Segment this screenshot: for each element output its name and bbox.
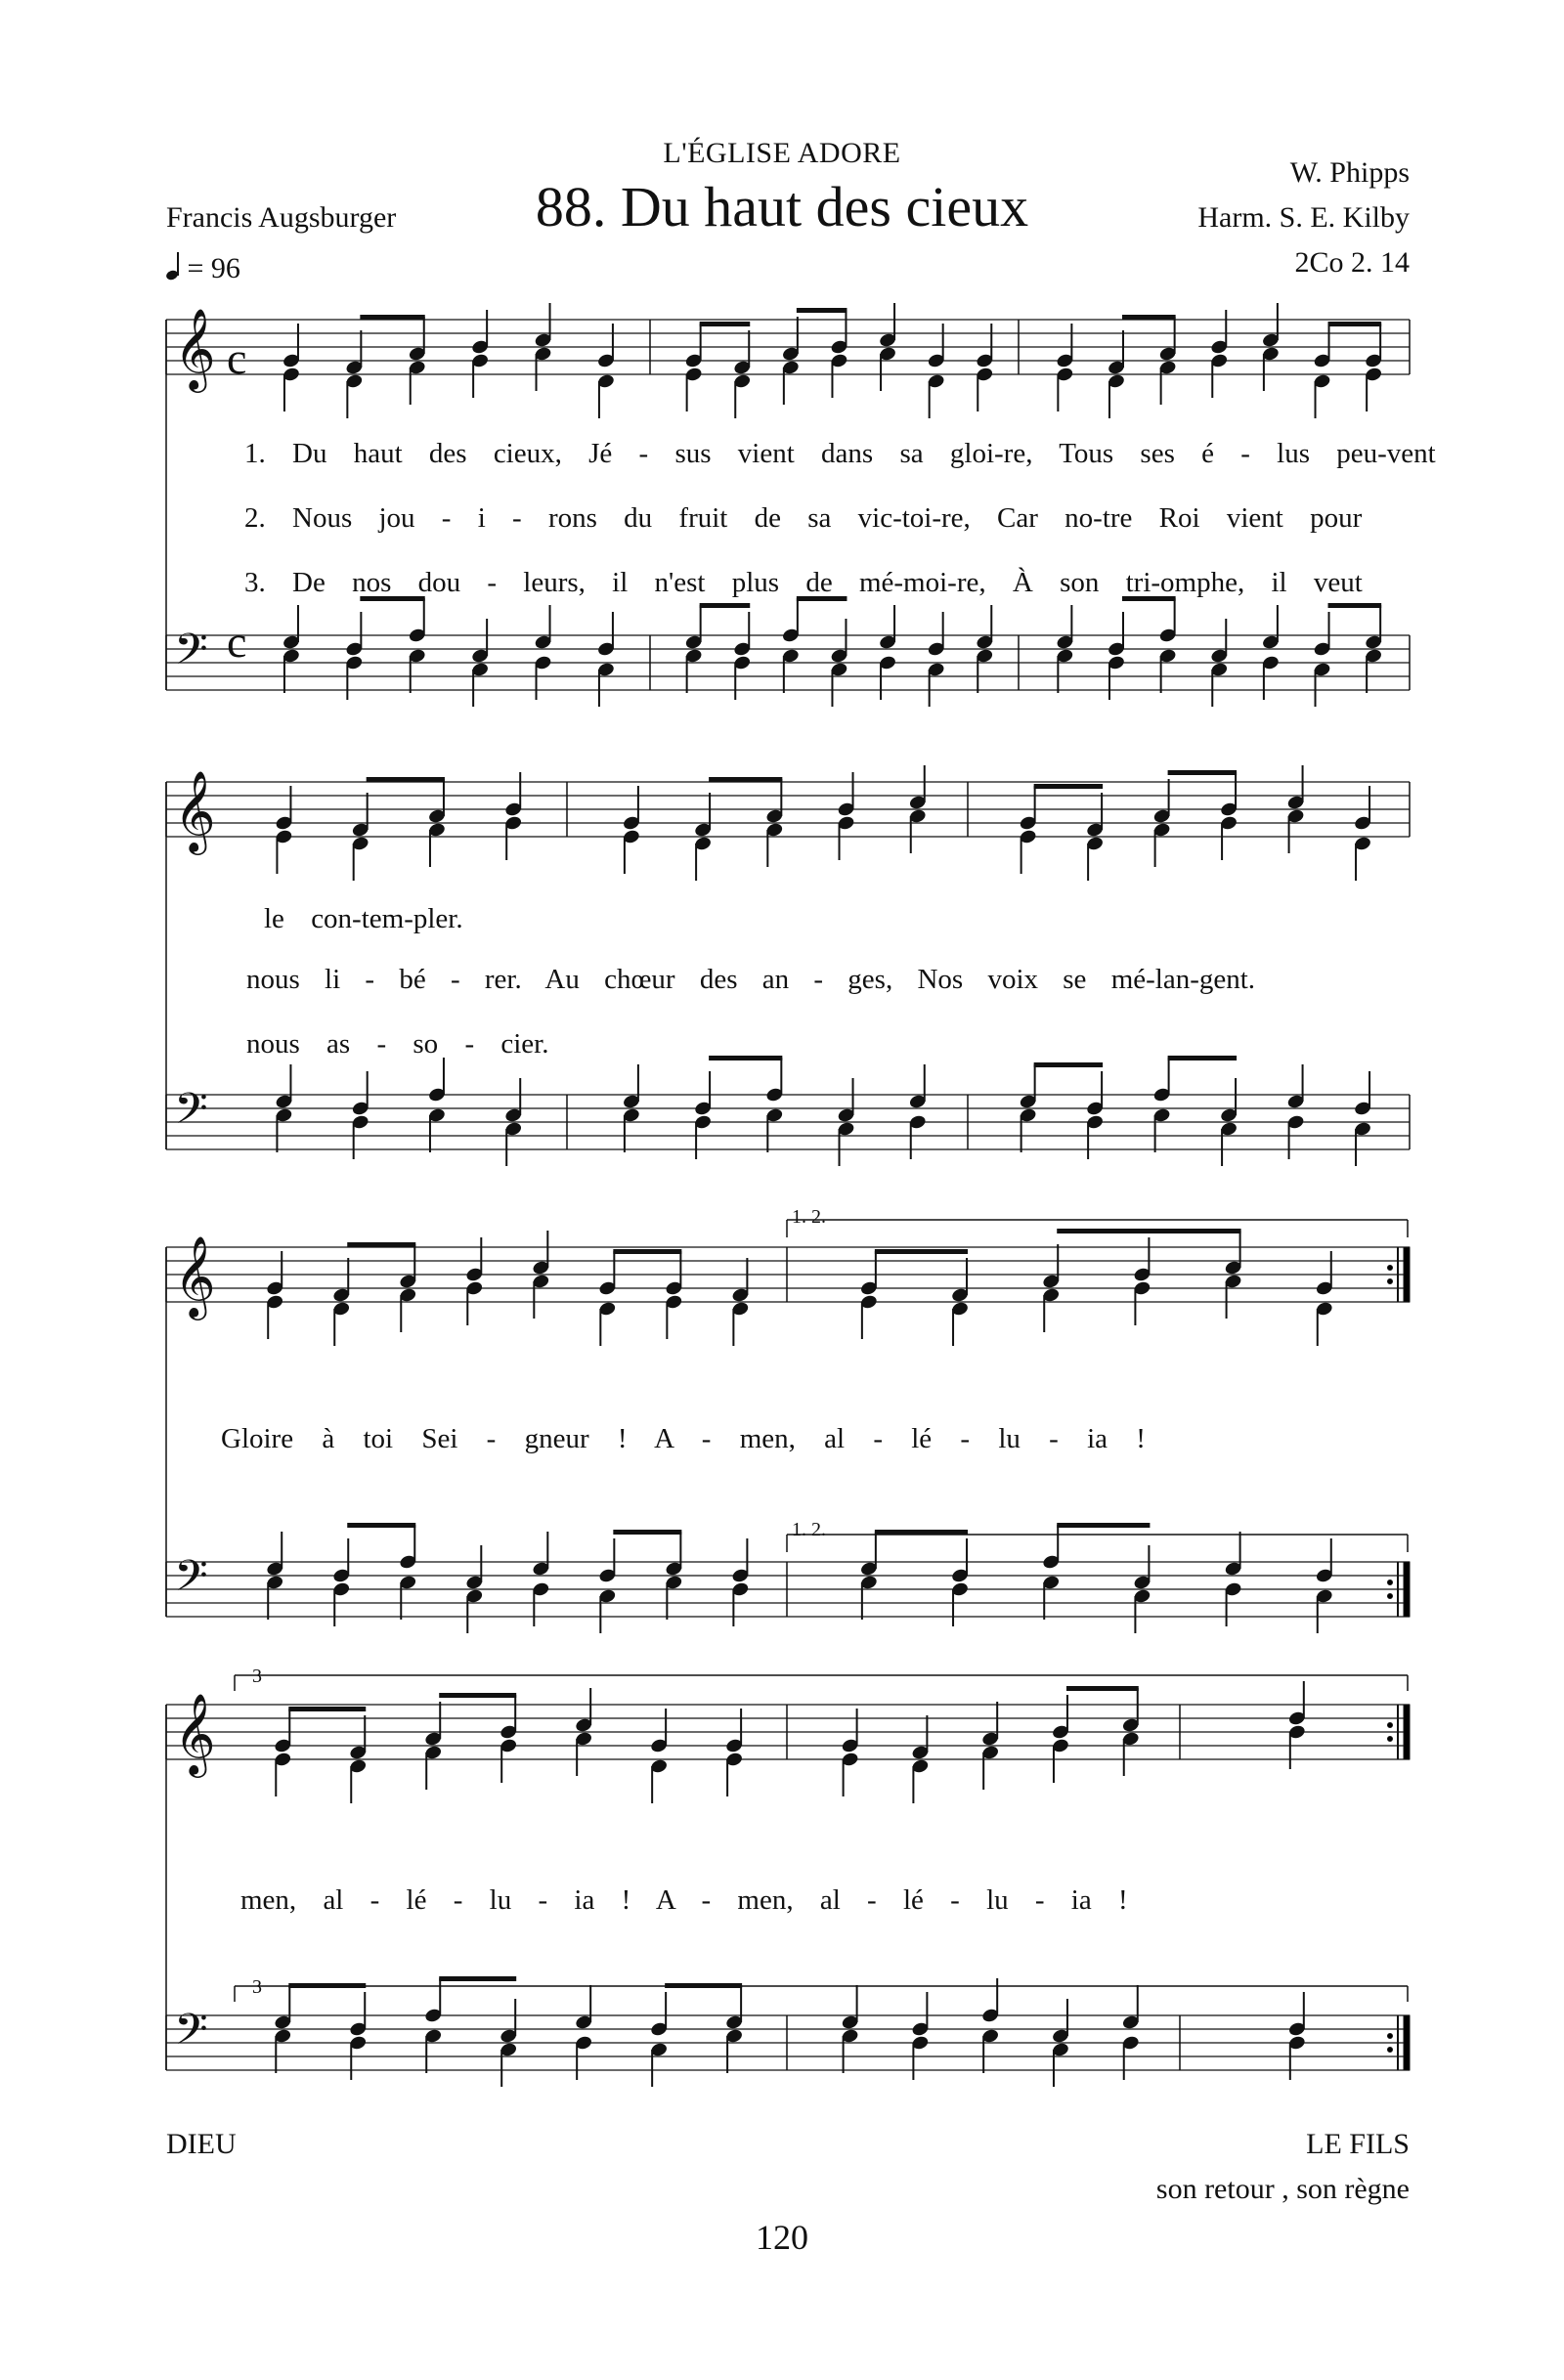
volta-label-system3-treble: 1. 2. [792, 1206, 826, 1228]
harmonizer: Harm. S. E. Kilby [1197, 201, 1410, 234]
repeat-dot [1388, 1580, 1393, 1585]
note-beam [347, 1523, 415, 1528]
lyrics-verse-3-line-1: 3. De nos dou - leurs, il n'est plus de mé-moi-re, À son tri-omphe, il veut [244, 567, 1363, 598]
note-beam [360, 315, 424, 320]
final-barline [1404, 2015, 1410, 2070]
note-beam [1057, 1523, 1150, 1528]
note-beam [288, 1983, 366, 1988]
treble-clef-icon: 𝄞 [174, 769, 216, 851]
note-beam [1328, 603, 1382, 608]
bass-clef-icon: 𝄢 [174, 2004, 208, 2065]
tuplet-label-system4-bass: 3 [252, 1976, 262, 1998]
treble-clef-icon: 𝄞 [174, 307, 216, 389]
note-beam [367, 777, 445, 782]
composer: W. Phipps [1289, 156, 1410, 189]
bass-clef-icon: 𝄢 [174, 1083, 208, 1145]
note-beam [1066, 1686, 1139, 1691]
note-beam [700, 322, 751, 326]
scripture-reference: 2Co 2. 14 [1294, 246, 1410, 279]
note-beam [347, 1242, 415, 1247]
final-barline [1404, 1705, 1410, 1759]
note-beam [665, 1983, 742, 1988]
note-beam [1168, 770, 1237, 775]
note-beam [613, 1530, 681, 1535]
note-beam [439, 1693, 516, 1698]
lyrics-refrain-line-1: Gloire à toi Sei - gneur ! A - men, al - lé - lu - ia ! [221, 1423, 1146, 1454]
note-beam [439, 1976, 516, 1981]
tempo-value: = 96 [187, 252, 240, 284]
repeat-dot [1388, 1279, 1393, 1284]
final-barline [1404, 1247, 1410, 1302]
repeat-dot [1388, 1737, 1393, 1742]
note-beam [1057, 1229, 1240, 1233]
volta-label-system3-bass: 1. 2. [792, 1519, 826, 1540]
note-beam [1122, 315, 1176, 320]
repeat-dot [1388, 1594, 1393, 1599]
repeat-dot [1388, 1266, 1393, 1271]
time-signature-treble: c [227, 333, 247, 383]
tuplet-label-system4-treble: 3 [252, 1666, 262, 1687]
section-heading: L'ÉGLISE ADORE [663, 137, 901, 169]
note-beam [1034, 1062, 1103, 1067]
note-beam [875, 1249, 968, 1254]
lyrics-refrain-line-2: men, al - lé - lu - ia ! A - men, al - lé - lu - ia ! [240, 1884, 1128, 1916]
note-beam [1168, 1056, 1237, 1060]
time-signature-bass: c [227, 617, 247, 667]
lyrics-verse-2-line-1: 2. Nous jou - i - rons du fruit de sa vic-toi-re, Car no-tre Roi vient pour [244, 502, 1363, 534]
bass-clef-icon: 𝄢 [174, 1550, 208, 1612]
note-beam [797, 308, 847, 313]
repeat-dot [1388, 2048, 1393, 2053]
note-beam [700, 603, 751, 608]
note-beam [875, 1530, 968, 1535]
hymn-title: 88. Du haut des cieux [535, 175, 1029, 238]
lyrics-verse-1-line-2: le con-tem-pler. [264, 903, 463, 934]
note-beam [1328, 322, 1382, 326]
treble-clef-icon: 𝄞 [174, 1692, 216, 1774]
repeat-dot [1388, 1723, 1393, 1728]
footer-category-right: LE FILS [1306, 2128, 1410, 2160]
bass-clef-icon: 𝄢 [174, 624, 208, 685]
note-beam [613, 1249, 681, 1254]
note-beam [709, 1056, 782, 1060]
repeat-dot [1388, 2034, 1393, 2039]
footer-subcategory: son retour , son règne [1155, 2173, 1410, 2205]
lyrics-verse-1-line-1: 1. Du haut des cieux, Jé - sus vient dans sa gloi-re, Tous ses é - lus peu-vent [244, 438, 1436, 469]
lyricist: Francis Augsburger [166, 201, 397, 234]
lyrics-verse-3-line-2: nous as - so - cier. [246, 1028, 549, 1060]
note-beam [288, 1707, 366, 1711]
note-beam [1034, 784, 1103, 789]
note-beam [709, 777, 782, 782]
lyrics-verse-2-line-2: nous li - bé - rer. Au chœur des an - ges, Nos voix se mé-lan-gent. [246, 964, 1256, 995]
page-number: 120 [756, 2218, 808, 2257]
clefs [174, 307, 216, 2065]
footer-category-left: DIEU [166, 2128, 237, 2160]
final-barline [1404, 1562, 1410, 1617]
treble-clef-icon: 𝄞 [174, 1234, 216, 1317]
note-beams [288, 308, 1381, 1988]
